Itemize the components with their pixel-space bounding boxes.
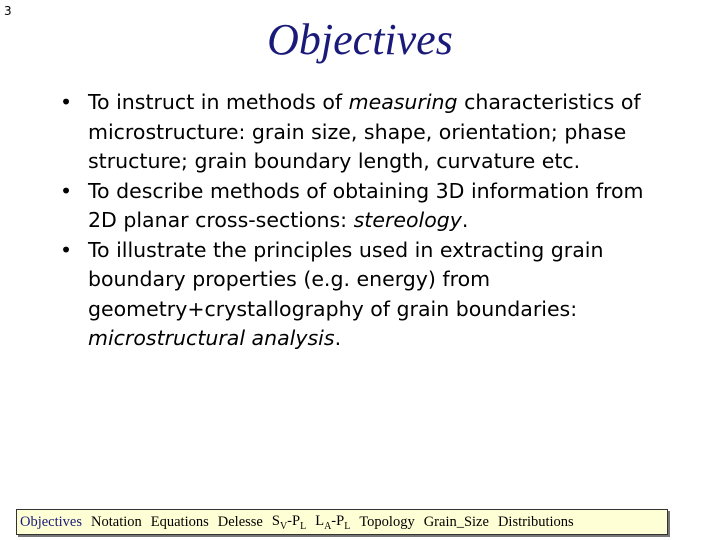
bullet-item bbox=[56, 177, 666, 236]
bullet-text: To illustrate the principles used in extracting grain boundary properties (e.g. energy) from geometry+crystallography of grain boundaries: bbox=[88, 237, 604, 321]
bullet-text: To instruct in methods of bbox=[88, 90, 349, 114]
nav-link-la-pl[interactable] bbox=[315, 513, 350, 532]
bullet-text: . bbox=[334, 326, 342, 350]
nav-label-part: - bbox=[331, 512, 337, 529]
nav-link-objectives[interactable]: Objectives bbox=[20, 513, 83, 530]
nav-link-equations[interactable]: Equations bbox=[150, 513, 209, 530]
bullet-icon: • bbox=[60, 90, 73, 114]
nav-label-part: S bbox=[271, 512, 280, 529]
nav-link-notation[interactable]: Notation bbox=[91, 513, 142, 530]
bullet-text: To describe methods of obtaining 3D information from 2D planar cross-sections: bbox=[88, 178, 644, 232]
nav-label-part: P bbox=[336, 512, 345, 529]
slide-number: 3 bbox=[4, 4, 12, 18]
emphasis-text: stereology bbox=[353, 208, 462, 232]
bullet-item bbox=[56, 88, 666, 177]
nav-label-subscript: L bbox=[300, 520, 307, 532]
navigation-bar bbox=[16, 509, 668, 535]
bullet-text: characteristics of microstructure: grain size, shape, orientation; phase structure; grain boundary length, curvature etc. bbox=[88, 90, 641, 173]
bullet-icon: • bbox=[60, 237, 73, 262]
nav-label-part: - bbox=[287, 512, 293, 529]
nav-link-grain-size[interactable]: Grain_Size bbox=[423, 513, 489, 530]
bullet-text: . bbox=[461, 208, 469, 232]
nav-label-part: L bbox=[315, 512, 325, 529]
nav-label-subscript: V bbox=[279, 520, 288, 532]
nav-link-distributions[interactable]: Distributions bbox=[497, 513, 574, 530]
nav-label-part: P bbox=[292, 512, 301, 529]
emphasis-text: measuring bbox=[348, 90, 458, 114]
bullet-item bbox=[56, 236, 666, 354]
objectives-list bbox=[56, 88, 666, 354]
nav-link-sv-pl[interactable] bbox=[272, 513, 306, 532]
nav-link-delesse[interactable]: Delesse bbox=[217, 513, 263, 530]
nav-label-subscript: A bbox=[324, 520, 332, 532]
emphasis-text: microstructural analysis bbox=[88, 326, 335, 350]
nav-link-topology[interactable]: Topology bbox=[359, 513, 415, 530]
nav-label-subscript: L bbox=[344, 520, 351, 532]
bullet-icon: • bbox=[60, 178, 73, 203]
slide-title: Objectives bbox=[267, 15, 453, 64]
